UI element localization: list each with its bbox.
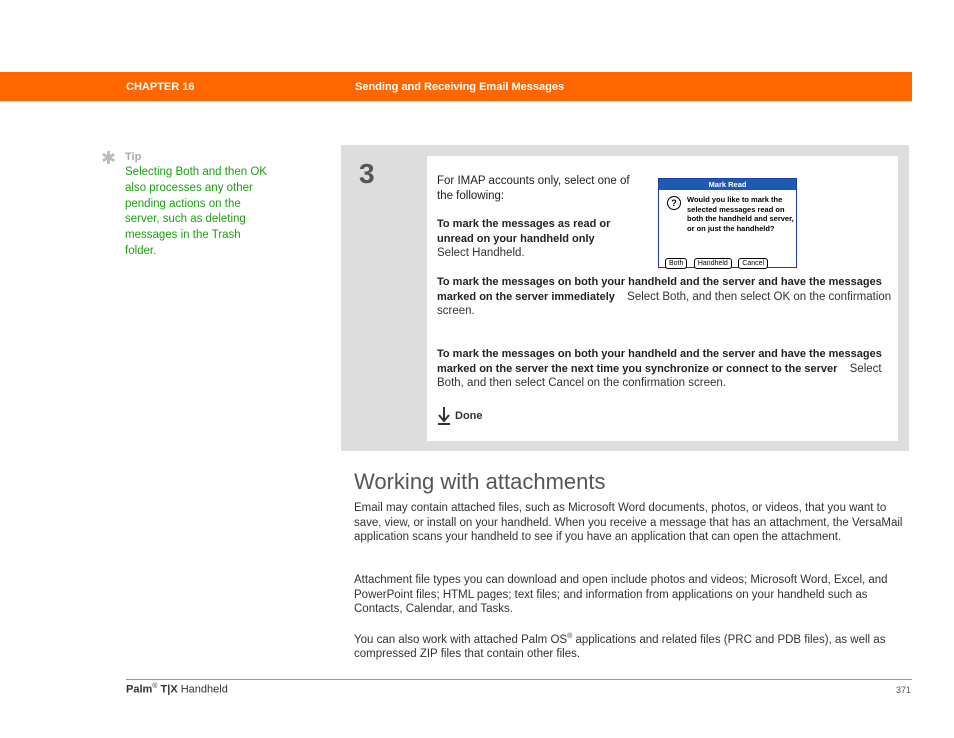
- chapter-number: CHAPTER 16: [126, 81, 195, 93]
- registered-mark: ®: [567, 633, 573, 640]
- option-instruction: Select Both, and then select OK on the confirmation screen.: [437, 290, 892, 317]
- dialog-buttons: [665, 252, 770, 270]
- footer-divider: [126, 679, 912, 680]
- asterisk-icon: ✱: [101, 148, 117, 168]
- tip-text: Selecting Both and then OK also processes any other pending actions on the server, such as deleting messages in the Trash folder.: [125, 166, 267, 257]
- both-button[interactable]: Both: [665, 258, 687, 269]
- paragraph-part: You can also work with attached Palm OS: [354, 633, 568, 646]
- paragraph: [354, 630, 906, 662]
- tip-label: Tip: [125, 151, 142, 163]
- paragraph-part: applications and related files (PRC and PDB files), as well as compressed ZIP files that contain other files.: [354, 633, 886, 661]
- page-number: 371: [895, 685, 911, 695]
- paragraph: Attachment file types you can download and open include photos and videos; Microsoft Word, Excel, and PowerPoint files; HTML pages; text files; and information from applications on your handheld such as Contacts, Calendar, and Tasks.: [354, 574, 888, 615]
- chapter-title: Sending and Receiving Email Messages: [355, 81, 565, 93]
- handheld-button[interactable]: Handheld: [694, 258, 732, 269]
- paragraph: Email may contain attached files, such as Microsoft Word documents, photos, or videos, that you want to save, view, or install on your handheld. When you receive a message that has an attachment, the VersaMail application scans your handheld to see if you have an application that can open the attachment.: [354, 502, 903, 543]
- option-heading: To mark the messages on both your handheld and the server and have the messages marked on the server immediately: [437, 276, 882, 303]
- question-icon: ?: [667, 196, 681, 210]
- option-instruction: Select Handheld.: [437, 247, 525, 259]
- model: T|X: [160, 683, 178, 696]
- option-instruction: Select Both, and then select Cancel on the confirmation screen.: [437, 362, 882, 389]
- mark-read-dialog: [658, 178, 797, 268]
- option-heading: To mark the messages as read or unread on your handheld only: [437, 218, 611, 245]
- option-both-immediate: [437, 275, 892, 319]
- dialog-message: Would you like to mark the selected messages read on both the handheld and server, or on just the handheld?: [687, 195, 794, 233]
- option-heading: To mark the messages on both your handheld and the server and have the messages marked on the server the next time you synchronize or connect to the server: [437, 348, 882, 375]
- product-suffix: Handheld: [180, 683, 228, 696]
- dialog-title: Mark Read: [659, 179, 796, 190]
- done-label: Done: [455, 409, 483, 422]
- brand: Palm: [126, 683, 153, 696]
- chapter-header: [0, 72, 912, 101]
- cancel-button[interactable]: Cancel: [738, 258, 768, 269]
- step-intro: For IMAP accounts only, select one of the following:: [437, 175, 630, 202]
- arrow-down-icon: [437, 407, 451, 425]
- registered-mark: ®: [152, 683, 158, 690]
- step-number: 3: [359, 158, 375, 189]
- done-marker: [437, 407, 483, 425]
- option-handheld-only: [437, 217, 637, 261]
- section-heading: Working with attachments: [354, 469, 606, 494]
- option-both-next-sync: [437, 347, 892, 391]
- footer-product: [126, 683, 228, 696]
